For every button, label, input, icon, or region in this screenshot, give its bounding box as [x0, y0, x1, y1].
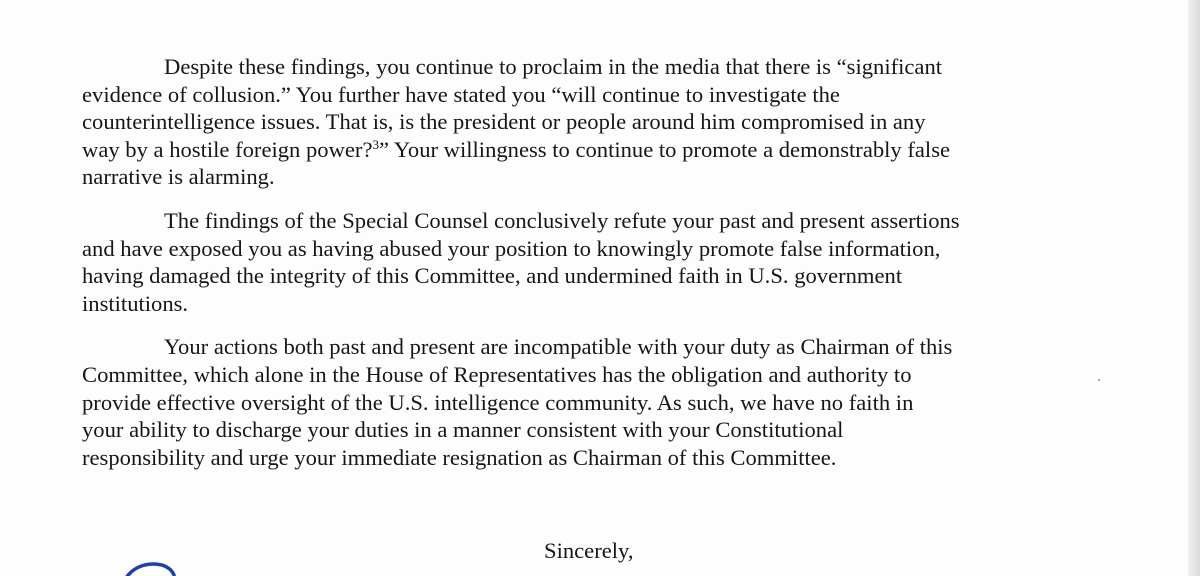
text-line: Your actions both past and present are incompatible with your duty as Chairman of this [164, 334, 953, 360]
text-line: your ability to discharge your duties in a manner consistent with your Constitutional [82, 417, 844, 443]
text-line: institutions. [82, 290, 189, 316]
text-line: provide effective oversight of the U.S. intelligence community. As such, we have no faith in [82, 389, 914, 415]
page-edge-shadow [1188, 0, 1200, 576]
letter-body [82, 53, 1142, 487]
text-line: responsibility and urge your immediate resignation as Chairman of this Committee. [82, 444, 837, 470]
text-segment: way by a hostile foreign power? [82, 136, 373, 162]
footnote-marker: 3 [372, 136, 379, 152]
text-line: Committee, which alone in the House of Representatives has the obligation and authority to [82, 361, 912, 387]
letter-paragraph [82, 207, 1142, 317]
text-line: counterintelligence issues. That is, is the president or people around him compromised in any [82, 109, 926, 135]
text-line: Despite these findings, you continue to proclaim in the media that there is “significant [164, 54, 943, 79]
text-line-with-footnote [82, 136, 1142, 164]
letter-paragraph [82, 333, 1142, 471]
closing-salutation: Sincerely, [544, 538, 634, 563]
text-line: having damaged the integrity of this Committee, and undermined faith in U.S. government [82, 263, 903, 289]
letter-paragraph [82, 53, 1142, 191]
signature-ink-mark [118, 560, 198, 576]
text-line: evidence of collusion.” You further have stated you “will continue to investigate the [82, 81, 840, 107]
text-line: narrative is alarming. [82, 164, 275, 190]
text-line: and have exposed you as having abused your position to knowingly promote false information, [82, 235, 941, 261]
text-line: The findings of the Special Counsel conclusively refute your past and present assertions [164, 207, 960, 233]
text-segment: ” Your willingness to continue to promote a demonstrably false [379, 136, 951, 162]
